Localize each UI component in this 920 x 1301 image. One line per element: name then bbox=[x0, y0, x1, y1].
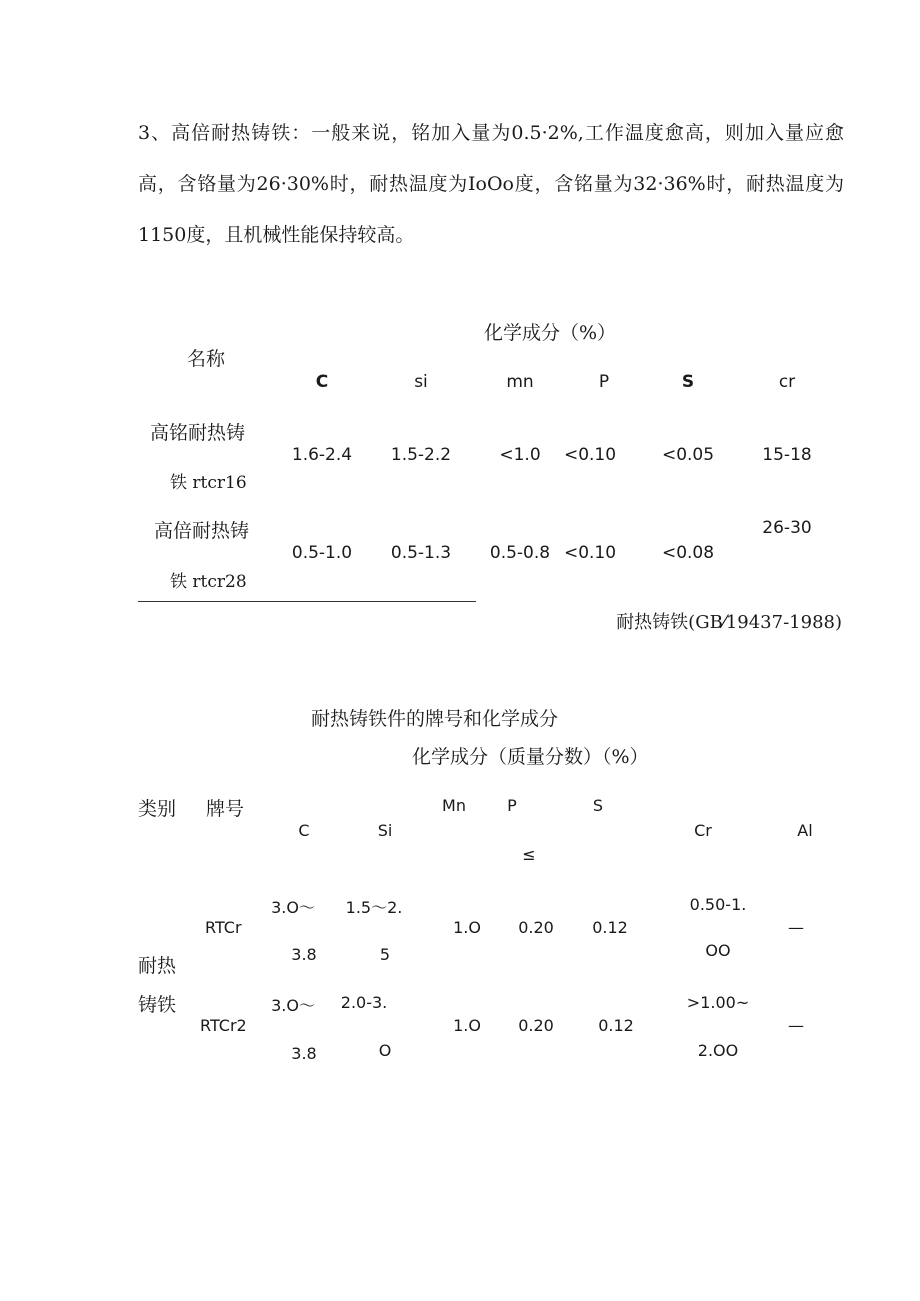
cell-p: 0.20 bbox=[518, 1016, 554, 1035]
table2-col-p: P bbox=[507, 796, 517, 815]
cell-mn: 1.O bbox=[453, 918, 481, 937]
table2-col-s: S bbox=[592, 796, 604, 815]
table1-bottom-rule bbox=[138, 601, 476, 602]
table1-source: 耐热铸铁(GB⁄19437-1988) bbox=[616, 612, 842, 633]
cell-s: 0.12 bbox=[592, 918, 628, 937]
cell-mn: 0.5-0.8 bbox=[489, 543, 551, 563]
intro-paragraph: 3、高倍耐热铸铁：一般来说，铭加入量为0.5·2%,工作温度愈高，则加入量应愈高，含铬量为26·30%时，耐热温度为IoOo度，含铭量为32·36%时，耐热温度为1150度，且机械性能保持较高。 bbox=[138, 122, 844, 246]
row-name-line1: 高铭耐热铸 bbox=[150, 422, 246, 444]
row-name-line2: 铁 rtcr16 bbox=[170, 473, 247, 493]
table2-col-si: Si bbox=[377, 821, 393, 840]
row-name-line2: 铁 rtcr28 bbox=[170, 572, 247, 592]
cell-c-line2: 3.8 bbox=[291, 945, 317, 964]
cell-p: <0.10 bbox=[563, 543, 617, 563]
cell-c: 0.5-1.0 bbox=[291, 543, 353, 563]
cell-grade: RTCr2 bbox=[200, 1016, 247, 1035]
table2-subtitle: 化学成分（质量分数）（%） bbox=[412, 746, 649, 768]
table1-col-cr: cr bbox=[778, 372, 796, 392]
table2-category-line1: 耐热 bbox=[138, 955, 177, 977]
cell-cr: 26-30 bbox=[762, 518, 812, 538]
cell-c-line1: 3.O～ bbox=[271, 996, 315, 1015]
cell-s: <0.08 bbox=[661, 543, 715, 563]
row-name-line1: 高倍耐热铸 bbox=[154, 520, 250, 542]
table2-category-line2: 铸铁 bbox=[138, 994, 177, 1016]
cell-si: 0.5-1.3 bbox=[390, 543, 452, 563]
table2-category-header: 类别 bbox=[138, 798, 177, 820]
cell-s: <0.05 bbox=[661, 445, 715, 465]
table1-col-c: C bbox=[315, 372, 329, 392]
cell-si-line1: 1.5～2. bbox=[345, 898, 403, 917]
cell-si-line2: 5 bbox=[379, 945, 391, 964]
cell-mn: <1.0 bbox=[499, 445, 541, 465]
cell-p: <0.10 bbox=[563, 445, 617, 465]
table1-name-header: 名称 bbox=[187, 348, 226, 370]
cell-s: 0.12 bbox=[598, 1016, 634, 1035]
table2-grade-header: 牌号 bbox=[206, 798, 245, 820]
table2-title: 耐热铸铁件的牌号和化学成分 bbox=[311, 708, 559, 730]
table1-col-s: S bbox=[681, 372, 695, 392]
cell-si-line2: O bbox=[378, 1041, 392, 1060]
cell-c: 1.6-2.4 bbox=[291, 445, 353, 465]
table1-col-si: si bbox=[414, 372, 428, 392]
cell-c-line1: 3.O～ bbox=[271, 898, 315, 917]
table2-col-al: Al bbox=[797, 821, 813, 840]
cell-al: — bbox=[788, 918, 804, 937]
cell-mn: 1.O bbox=[453, 1016, 481, 1035]
table1-col-p: P bbox=[598, 372, 610, 392]
table2-col-c: C bbox=[298, 821, 310, 840]
cell-cr-line2: OO bbox=[705, 941, 731, 960]
cell-p: 0.20 bbox=[518, 918, 554, 937]
cell-grade: RTCr bbox=[205, 918, 242, 937]
table2-le-symbol: ≤ bbox=[522, 845, 536, 864]
cell-si-line1: 2.0-3. bbox=[340, 993, 388, 1012]
cell-al: — bbox=[788, 1016, 804, 1035]
cell-cr-line1: 0.50-1. bbox=[689, 895, 747, 914]
table1-col-mn: mn bbox=[506, 372, 534, 392]
cell-cr: 15-18 bbox=[762, 445, 812, 465]
cell-si: 1.5-2.2 bbox=[390, 445, 452, 465]
cell-cr-line2: 2.OO bbox=[697, 1041, 739, 1060]
table1-header-group: 化学成分（%） bbox=[484, 322, 617, 344]
cell-c-line2: 3.8 bbox=[291, 1044, 317, 1063]
cell-cr-line1: >1.00~ bbox=[686, 993, 750, 1012]
table2-col-mn: Mn bbox=[442, 796, 466, 815]
table2-col-cr: Cr bbox=[694, 821, 712, 840]
